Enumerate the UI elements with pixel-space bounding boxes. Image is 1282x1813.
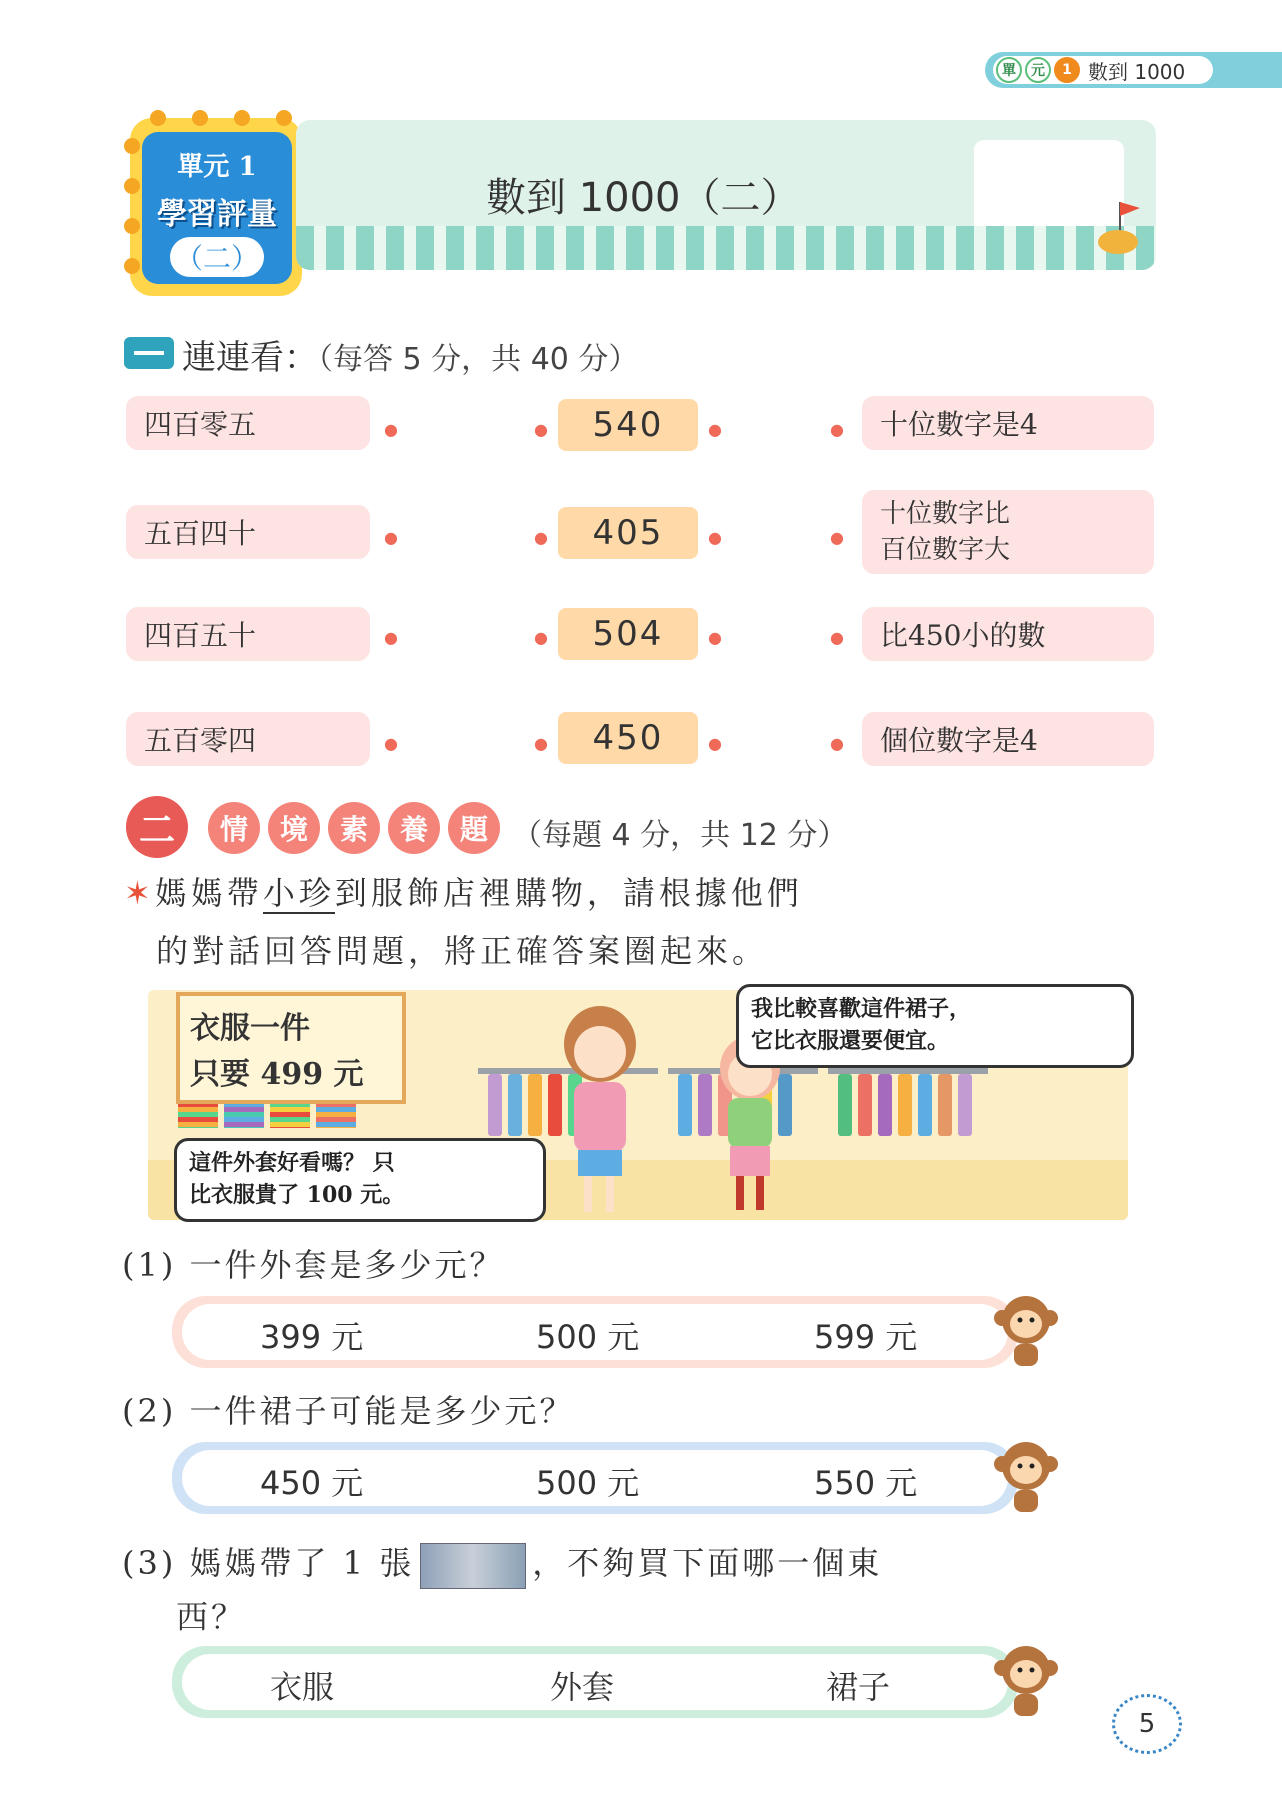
- section2-number: 二: [126, 796, 188, 858]
- right-item-2-line1: 十位數字比: [880, 499, 1011, 529]
- section2-char-4: 養: [388, 802, 440, 854]
- paw-dot[interactable]: ●: [708, 628, 722, 647]
- speech-bubble-mother: 這件外套好看嗎？ 只 比衣服貴了 100 元。: [174, 1138, 546, 1222]
- paw-dot[interactable]: ●: [830, 528, 844, 547]
- unit-badge: [130, 118, 302, 296]
- unit-char-1: 單: [996, 57, 1022, 83]
- q2-option-1[interactable]: 450 元: [260, 1464, 364, 1502]
- unit-header-tab: [985, 52, 1282, 88]
- story-line-1: ✶媽媽帶小珍到服飾店裡購物，請根據他們: [124, 874, 803, 912]
- number-item-3: 504: [558, 608, 698, 660]
- paw-dot[interactable]: ●: [534, 528, 548, 547]
- flag-pot-icon: [1084, 196, 1144, 256]
- number-item-2: 405: [558, 507, 698, 559]
- question-2: (2) 一件裙子可能是多少元？: [122, 1392, 575, 1430]
- page-title: 數到 1000（二）: [486, 175, 801, 221]
- paw-dot[interactable]: ●: [384, 628, 398, 647]
- paw-dot[interactable]: ●: [384, 528, 398, 547]
- mother-figure: [548, 1000, 658, 1218]
- right-item-2-line2: 百位數字大: [880, 535, 1011, 565]
- q3-option-1[interactable]: 衣服: [270, 1668, 335, 1706]
- speech-bubble-girl: 我比較喜歡這件裙子， 它比衣服還要便宜。: [736, 984, 1134, 1068]
- right-item-4: [862, 712, 1154, 766]
- story-line-2: 的對話回答問題，將正確答案圈起來。: [156, 932, 769, 970]
- page-number: 5: [1112, 1694, 1182, 1754]
- section1-note: （每答 5 分，共 40 分）: [318, 342, 639, 377]
- monkey-icon: [990, 1436, 1062, 1516]
- left-item-3: 四百五十: [126, 607, 370, 661]
- right-item-1-text: 十位數字是4: [880, 408, 1038, 441]
- banknote-500-icon: [420, 1543, 526, 1589]
- section2-char-2: 境: [268, 802, 320, 854]
- paw-dot[interactable]: ●: [708, 420, 722, 439]
- q2-option-2[interactable]: 500 元: [536, 1464, 640, 1502]
- left-item-2: 五百四十: [126, 505, 370, 559]
- badge-title: 學習評量: [157, 197, 277, 232]
- question-3: (3) 媽媽帶了 1 張 ，不夠買下面哪一個東: [122, 1538, 882, 1589]
- right-item-3: [862, 607, 1154, 661]
- section1-marker: [124, 337, 174, 369]
- q1-option-2[interactable]: 500 元: [536, 1318, 640, 1356]
- q1-option-3[interactable]: 599 元: [814, 1318, 918, 1356]
- badge-card: [142, 132, 292, 284]
- paw-dot[interactable]: ●: [534, 420, 548, 439]
- star-icon: ✶: [124, 874, 155, 912]
- q3-option-2[interactable]: 外套: [550, 1668, 615, 1706]
- unit-char-2: 元: [1025, 57, 1051, 83]
- section2-note: （每題 4 分，共 12 分）: [512, 818, 848, 853]
- monkey-icon: [990, 1640, 1062, 1720]
- left-item-4: 五百零四: [126, 712, 370, 766]
- unit-number-badge: 1: [1054, 57, 1080, 83]
- q1-option-1[interactable]: 399 元: [260, 1318, 364, 1356]
- unit-title: 數到 1000: [1088, 59, 1186, 84]
- paw-dot[interactable]: ●: [830, 734, 844, 753]
- price-sign-line1: 衣服一件: [190, 1011, 310, 1046]
- awning-stripes: [296, 226, 1156, 270]
- right-item-4-text: 個位數字是4: [880, 724, 1038, 757]
- left-item-1: 四百零五: [126, 396, 370, 450]
- question-3-line2: 西？: [176, 1598, 247, 1636]
- badge-unit: 單元 1: [177, 152, 257, 182]
- section1-title: 連連看：: [182, 338, 318, 378]
- price-sign: [176, 992, 406, 1104]
- paw-dot[interactable]: ●: [708, 528, 722, 547]
- section2-char-3: 素: [328, 802, 380, 854]
- number-item-1: 540: [558, 399, 698, 451]
- paw-dot[interactable]: ●: [384, 420, 398, 439]
- name-underline: 小珍: [262, 874, 335, 912]
- section1-header: [182, 330, 638, 379]
- section2-char-1: 情: [208, 802, 260, 854]
- section2-char-5: 題: [448, 802, 500, 854]
- monkey-icon: [990, 1290, 1062, 1370]
- paw-dot[interactable]: ●: [830, 628, 844, 647]
- price-sign-line2: 只要 499 元: [190, 1057, 364, 1092]
- paw-dot[interactable]: ●: [830, 420, 844, 439]
- right-item-1: [862, 396, 1154, 450]
- question-1: (1) 一件外套是多少元？: [122, 1246, 505, 1284]
- paw-dot[interactable]: ●: [534, 734, 548, 753]
- q2-option-3[interactable]: 550 元: [814, 1464, 918, 1502]
- right-item-2: [862, 490, 1154, 574]
- paw-dot[interactable]: ●: [708, 734, 722, 753]
- q3-option-3[interactable]: 裙子: [826, 1668, 891, 1706]
- badge-part: （二）: [170, 237, 264, 277]
- paw-dot[interactable]: ●: [384, 734, 398, 753]
- unit-header-label: [993, 56, 1213, 84]
- right-item-3-text: 比450小的數: [880, 619, 1046, 652]
- title-banner: [296, 120, 1156, 270]
- paw-dot[interactable]: ●: [534, 628, 548, 647]
- number-item-4: 450: [558, 712, 698, 764]
